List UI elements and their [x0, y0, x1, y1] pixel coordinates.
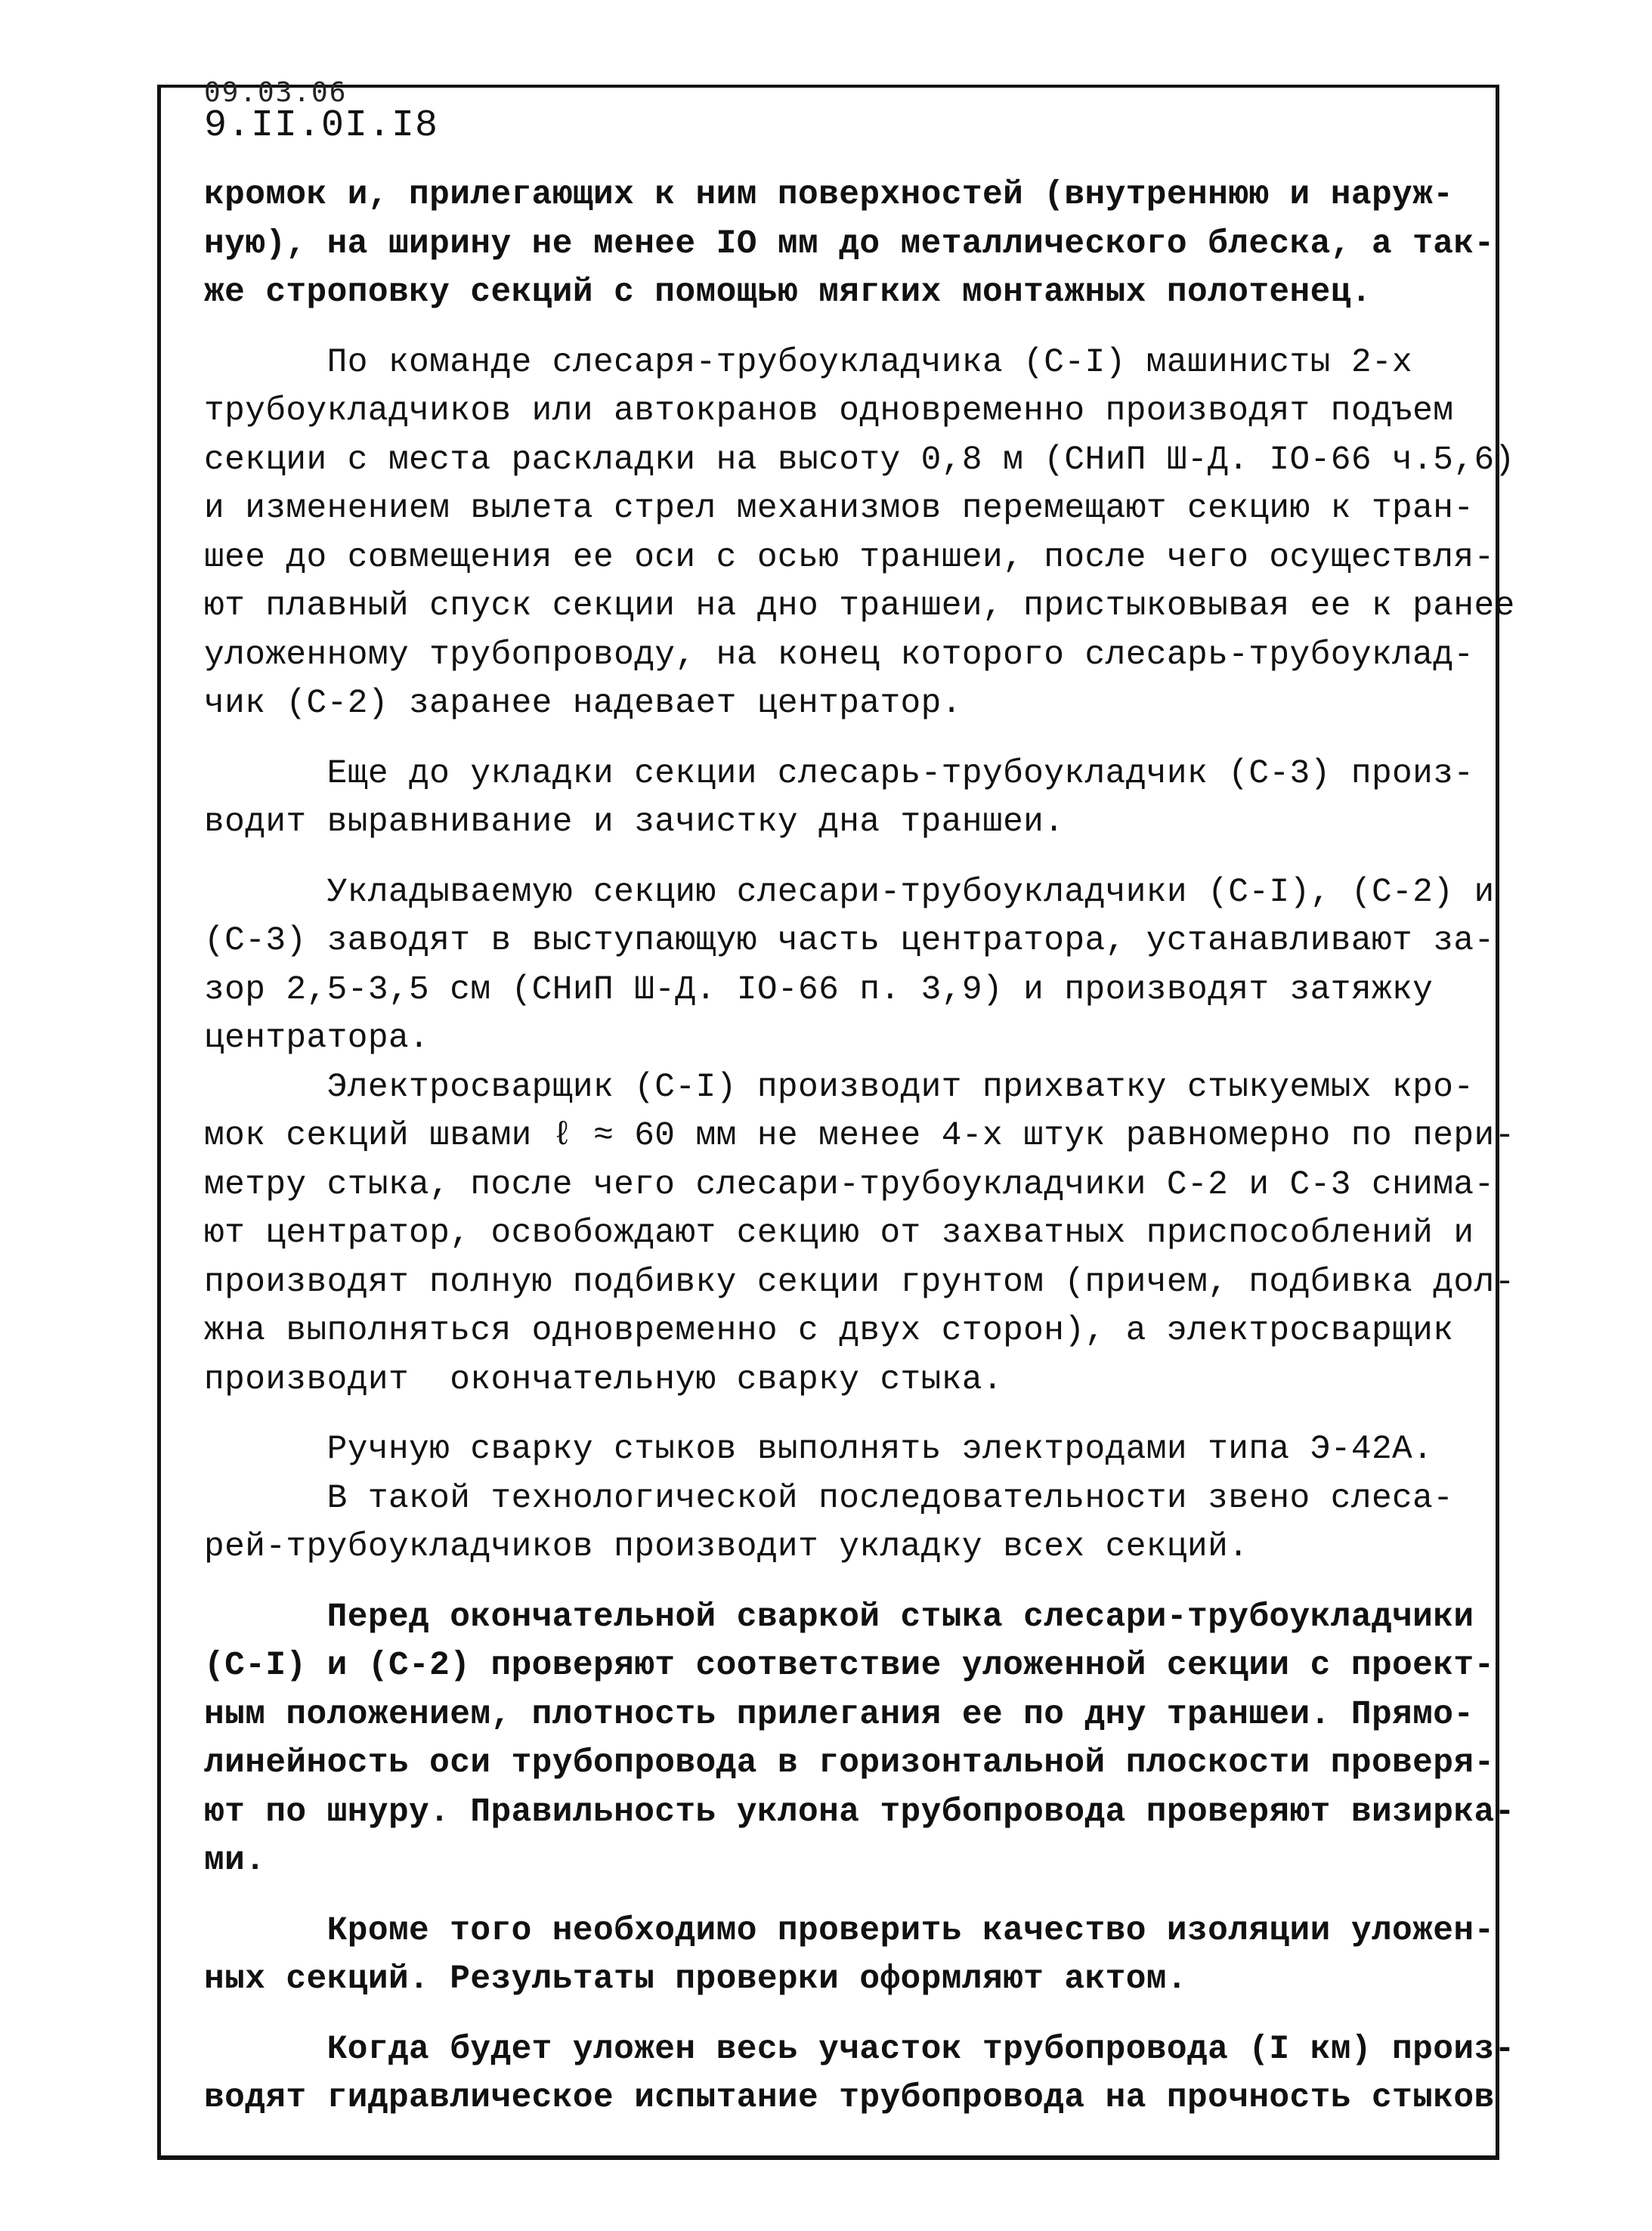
text-line: шее до совмещения ее оси с осью траншеи, после чего осуществля- — [204, 538, 1495, 577]
text-line: ми. — [204, 1842, 266, 1880]
text-line: Электросварщик (С-I) производит прихватку стыкуемых кро- — [204, 1068, 1474, 1106]
paragraph-10 — [204, 2025, 1515, 2123]
text-line: метру стыка, после чего слесари-трубоукладчики С-2 и С-3 снима- — [204, 1165, 1495, 1204]
text-line: производят полную подбивку секции грунтом (причем, подбивка дол- — [204, 1263, 1515, 1301]
text-line: производит окончательную сварку стыка. — [204, 1360, 1004, 1399]
text-line: Кроме того необходимо проверить качество изоляции уложен- — [204, 1911, 1495, 1950]
paragraph-3 — [204, 750, 1481, 847]
text-line: ную), на ширину не менее IO мм до металлического блеска, а так- — [204, 224, 1495, 263]
text-line: В такой технологической последовательности звено слеса- — [204, 1479, 1454, 1518]
paragraph-1 — [204, 171, 1495, 317]
text-line: зор 2,5-3,5 см (СНиП Ш-Д. IO-66 п. 3,9) и производят затяжку — [204, 970, 1434, 1009]
text-line: ют по шнуру. Правильность уклона трубопровода проверяют визирка- — [204, 1793, 1515, 1831]
text-line: чик (С-2) заранее надевает центратор. — [204, 685, 962, 723]
text-line: линейность оси трубопровода в горизонтальной плоскости проверя- — [204, 1744, 1495, 1782]
paragraph-8 — [204, 1593, 1515, 1886]
text-line: уложенному трубопроводу, на конец которого слесарь-трубоуклад- — [204, 636, 1474, 674]
doc-code: 9.II.0I.I8 — [204, 104, 439, 147]
text-line: секции с места раскладки на высоту 0,8 м (СНиП Ш-Д. IO-66 ч.5,6) — [204, 441, 1515, 479]
doc-code-old: 09.03.06 — [204, 77, 348, 108]
text-line: (С-3) заводят в выступающую часть центратора, устанавливают за- — [204, 922, 1495, 960]
text-line: ют плавный спуск секции на дно траншеи, пристыковывая ее к ранее — [204, 587, 1515, 625]
text-line: и изменением вылета стрел механизмов перемещают секцию к тран- — [204, 490, 1474, 528]
text-line: водит выравнивание и зачистку дна траншеи. — [204, 803, 1065, 841]
text-line: кромок и, прилегающих к ним поверхностей (внутреннюю и наруж- — [204, 176, 1454, 214]
text-line: Укладываемую секцию слесари-трубоукладчики (С-I), (С-2) и — [204, 873, 1495, 911]
paragraph-5 — [204, 1063, 1515, 1405]
text-line: (С-I) и (С-2) проверяют соответствие уложенной секции с проект- — [204, 1647, 1495, 1685]
text-line: водят гидравлическое испытание трубопровода на прочность стыков — [204, 2079, 1495, 2117]
text-line: рей-трубоукладчиков производит укладку всех секций. — [204, 1528, 1249, 1566]
paragraph-4 — [204, 868, 1495, 1063]
text-line: Когда будет уложен весь участок трубопровода (I км) произ- — [204, 2030, 1515, 2069]
text-line: же строповку секций с помощью мягких монтажных полотенец. — [204, 274, 1372, 311]
text-line: центратора. — [204, 1020, 430, 1057]
text-line: ным положением, плотность прилегания ее по дну траншеи. Прямо- — [204, 1695, 1474, 1734]
paragraph-9 — [204, 1907, 1495, 2004]
text-line: По команде слесаря-трубоукладчика (С-I) машинисты 2-х — [204, 343, 1413, 382]
text-line: ют центратор, освобождают секцию от захватных приспособлений и — [204, 1215, 1474, 1252]
text-line: Ручную сварку стыков выполнять электродами типа Э-42А. — [204, 1431, 1434, 1468]
text-line: жна выполняться одновременно с двух сторон), а электросварщик — [204, 1312, 1454, 1350]
text-line: Перед окончательной сваркой стыка слесари-трубоукладчики — [204, 1598, 1474, 1636]
text-line: трубоукладчиков или автокранов одновременно производят подъем — [204, 392, 1454, 430]
text-line: Еще до укладки секции слесарь-трубоукладчик (С-3) произ- — [204, 754, 1474, 793]
paragraph-7 — [204, 1474, 1481, 1572]
paragraph-2 — [204, 339, 1515, 729]
text-line: мок секций швами ℓ ≈ 60 мм не менее 4-х штук равномерно по пери- — [204, 1117, 1515, 1155]
body-text — [204, 171, 1515, 2123]
text-line: ных секций. Результаты проверки оформляют актом. — [204, 1960, 1188, 1998]
paragraph-6 — [204, 1425, 1481, 1474]
